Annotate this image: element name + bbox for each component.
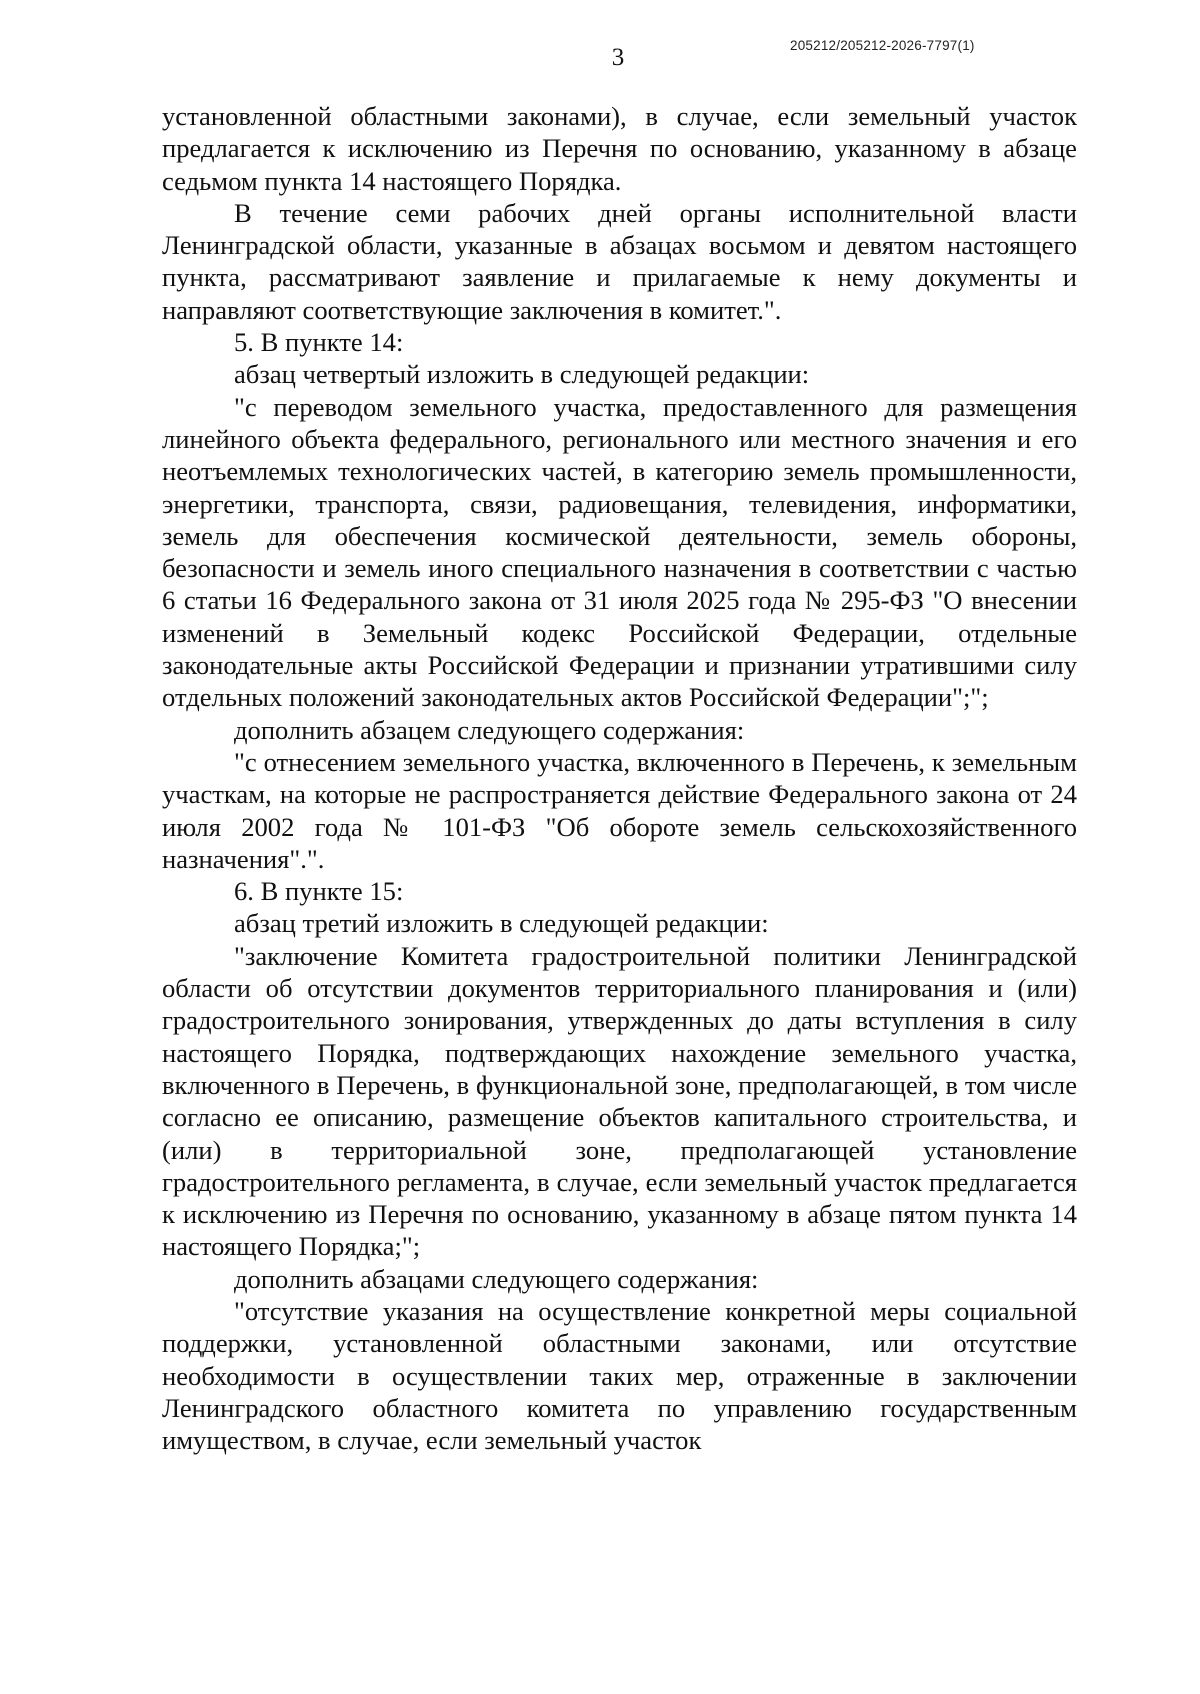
- paragraph-item-5-heading: 5. В пункте 14:: [234, 327, 404, 358]
- paragraph-item-6-heading: 6. В пункте 15:: [234, 876, 404, 907]
- paragraph-continuation: установленной областными законами), в случае, если земельный участок предлагается к исключению из Перечня по основанию, указанному в абзаце седьмом пункта 14 настоящего Порядка.: [162, 101, 1077, 196]
- paragraph-item-6-instruction: абзац третий изложить в следующей редакции:: [234, 908, 769, 939]
- paragraph-item-5-addition-instruction: дополнить абзацем следующего содержания:: [234, 714, 745, 745]
- paragraph-item-6-addition-text: "отсутствие указания на осуществление конкретной меры социальной поддержки, установленной областными законами, или отсутствие необходимости в осуществлении таких мер, отраженные в заключении Ленинградского областного комитета по управлению государственным имуществом, в случае, если земельный участок: [162, 1295, 1077, 1456]
- paragraph-item-5-instruction: абзац четвертый изложить в следующей редакции:: [234, 359, 810, 390]
- paragraph-review-period: В течение семи рабочих дней органы исполнительной власти Ленинградской области, указанные в абзацах восьмом и девятом настоящего пункта, рассматривают заявление и прилагаемые к нему документы и направляют соответствующие заключения в комитет.".: [162, 197, 1077, 325]
- page-number: 3: [611, 44, 625, 71]
- paragraph-item-5-new-text: "с переводом земельного участка, предоставленного для размещения линейного объекта федерального, регионального или местного значения и его неотъемлемых технологических частей, в категорию земель промышленности, энергетики, транспорта, связи, радиовещания, телевидения, информатики, земель для обеспечения космической деятельности, земель обороны, безопасности и земель иного специального назначения в соответствии с частью 6 статьи 16 Федерального закона от 31 июля 2025 года № 295-ФЗ "О внесении изменений в Земельный кодекс Российской Федерации, отдельные законодательные акты Российской Федерации и признании утратившими силу отдельных положений законодательных актов Российской Федерации";";: [162, 391, 1077, 713]
- paragraph-item-5-addition-text: "с отнесением земельного участка, включенного в Перечень, к земельным участкам, на которые не распространяется действие Федерального закона от 24 июля 2002 года № 101-ФЗ "Об обороте земель сельскохозяйственного назначения".".: [162, 746, 1077, 874]
- paragraph-item-6-new-text: "заключение Комитета градостроительной политики Ленинградской области об отсутствии документов территориального планирования и (или) градостроительного зонирования, утвержденных до даты вступления в силу настоящего Порядка, подтверждающих нахождение земельного участка, включенного в Перечень, в функциональной зоне, предполагающей, в том числе согласно ее описанию, размещение объектов капитального строительства, и (или) в территориальной зоне, предполагающей установление градостроительного регламента, в случае, если земельный участок предлагается к исключению из Перечня по основанию, указанному в абзаце пятом пункта 14 настоящего Порядка;";: [162, 940, 1077, 1262]
- document-registration-code: 205212/205212-2026-7797(1): [790, 38, 975, 53]
- paragraph-item-6-addition-instruction: дополнить абзацами следующего содержания:: [234, 1263, 759, 1294]
- document-body: [162, 100, 1077, 1456]
